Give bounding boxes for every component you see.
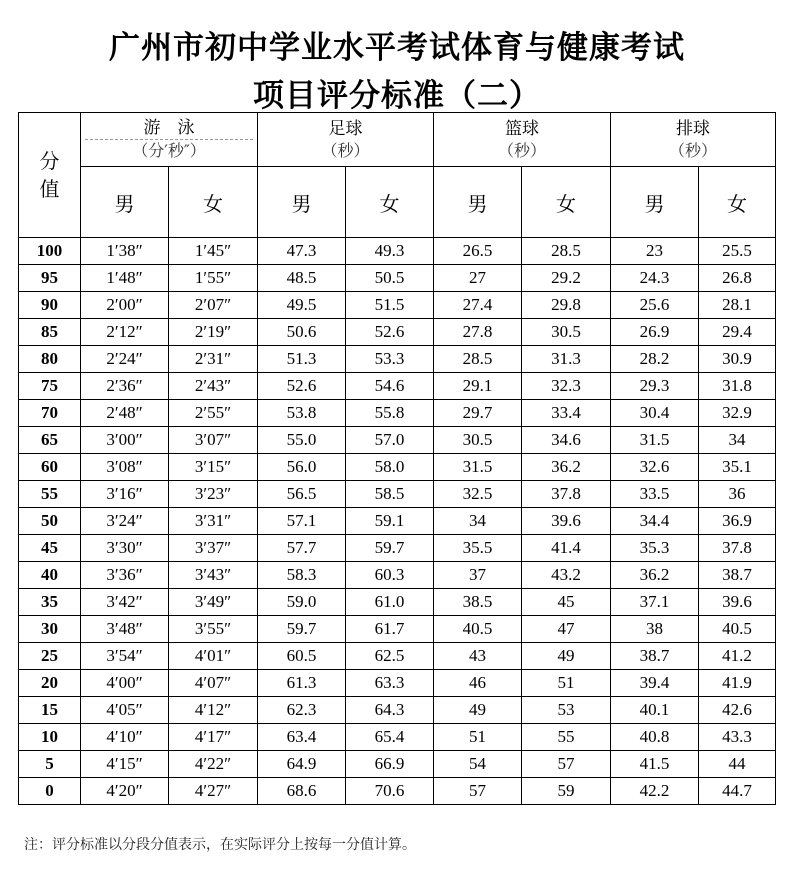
table-row (19, 265, 776, 292)
football-male-cell: 68.6 (258, 778, 346, 805)
swim-male-cell: 3′08″ (81, 454, 169, 481)
swim-female-cell: 4′22″ (169, 751, 258, 778)
male-header: 男 (258, 167, 346, 238)
football-female-cell: 62.5 (346, 643, 434, 670)
volleyball-female-cell: 43.3 (699, 724, 776, 751)
document-title-line-2: 项目评分标准（二） (253, 78, 541, 114)
basketball-male-cell: 54 (434, 751, 522, 778)
basketball-male-cell: 34 (434, 508, 522, 535)
volleyball-male-cell: 23 (611, 238, 699, 265)
volleyball-male-cell: 42.2 (611, 778, 699, 805)
female-header: 女 (169, 167, 258, 238)
table-row (19, 670, 776, 697)
swim-female-cell: 4′17″ (169, 724, 258, 751)
swim-male-cell: 4′00″ (81, 670, 169, 697)
football-male-cell: 47.3 (258, 238, 346, 265)
score-cell: 60 (19, 454, 81, 481)
table-row (19, 697, 776, 724)
score-cell: 70 (19, 400, 81, 427)
basketball-male-cell: 30.5 (434, 427, 522, 454)
score-cell: 40 (19, 562, 81, 589)
female-header: 女 (346, 167, 434, 238)
football-male-cell: 53.8 (258, 400, 346, 427)
table-row (19, 508, 776, 535)
football-female-cell: 53.3 (346, 346, 434, 373)
swim-male-cell: 1′48″ (81, 265, 169, 292)
basketball-female-cell: 59 (522, 778, 611, 805)
female-header: 女 (522, 167, 611, 238)
table-row (19, 481, 776, 508)
basketball-female-cell: 57 (522, 751, 611, 778)
swim-female-cell: 1′45″ (169, 238, 258, 265)
volleyball-male-cell: 40.8 (611, 724, 699, 751)
swim-male-cell: 2′24″ (81, 346, 169, 373)
table-row (19, 292, 776, 319)
basketball-male-cell: 46 (434, 670, 522, 697)
football-male-cell: 58.3 (258, 562, 346, 589)
swim-male-cell: 1′38″ (81, 238, 169, 265)
football-male-cell: 59.7 (258, 616, 346, 643)
football-male-cell: 50.6 (258, 319, 346, 346)
football-male-cell: 52.6 (258, 373, 346, 400)
basketball-female-cell: 33.4 (522, 400, 611, 427)
table-row (19, 454, 776, 481)
swim-female-cell: 3′49″ (169, 589, 258, 616)
swim-male-cell: 4′15″ (81, 751, 169, 778)
football-male-cell: 62.3 (258, 697, 346, 724)
score-cell: 75 (19, 373, 81, 400)
basketball-male-cell: 37 (434, 562, 522, 589)
swim-female-cell: 4′01″ (169, 643, 258, 670)
football-male-cell: 59.0 (258, 589, 346, 616)
football-male-cell: 56.5 (258, 481, 346, 508)
football-female-cell: 54.6 (346, 373, 434, 400)
volleyball-female-cell: 44 (699, 751, 776, 778)
swim-male-cell: 3′48″ (81, 616, 169, 643)
volleyball-female-cell: 44.7 (699, 778, 776, 805)
swim-female-cell: 3′07″ (169, 427, 258, 454)
basketball-male-cell: 51 (434, 724, 522, 751)
basketball-female-cell: 53 (522, 697, 611, 724)
table-row (19, 373, 776, 400)
football-male-cell: 48.5 (258, 265, 346, 292)
volleyball-male-cell: 29.3 (611, 373, 699, 400)
volleyball-male-cell: 24.3 (611, 265, 699, 292)
volleyball-female-cell: 40.5 (699, 616, 776, 643)
volleyball-female-cell: 41.9 (699, 670, 776, 697)
swim-female-cell: 4′07″ (169, 670, 258, 697)
basketball-male-cell: 27.4 (434, 292, 522, 319)
table-row (19, 778, 776, 805)
swim-male-cell: 4′10″ (81, 724, 169, 751)
document-title-line-1: 广州市初中学业水平考试体育与健康考试 (109, 30, 685, 66)
score-cell: 55 (19, 481, 81, 508)
basketball-male-cell: 28.5 (434, 346, 522, 373)
table-body (19, 238, 776, 805)
basketball-male-cell: 29.7 (434, 400, 522, 427)
football-male-cell: 57.7 (258, 535, 346, 562)
basketball-male-cell: 32.5 (434, 481, 522, 508)
swim-male-cell: 3′00″ (81, 427, 169, 454)
volleyball-female-cell: 37.8 (699, 535, 776, 562)
score-cell: 85 (19, 319, 81, 346)
swim-male-cell: 2′00″ (81, 292, 169, 319)
swim-female-cell: 3′31″ (169, 508, 258, 535)
score-cell: 95 (19, 265, 81, 292)
volleyball-male-cell: 40.1 (611, 697, 699, 724)
volleyball-female-cell: 28.1 (699, 292, 776, 319)
volleyball-female-cell: 25.5 (699, 238, 776, 265)
swim-female-cell: 2′31″ (169, 346, 258, 373)
score-cell: 30 (19, 616, 81, 643)
volleyball-female-cell: 34 (699, 427, 776, 454)
basketball-female-cell: 47 (522, 616, 611, 643)
volleyball-male-cell: 34.4 (611, 508, 699, 535)
volleyball-female-cell: 30.9 (699, 346, 776, 373)
volleyball-male-cell: 41.5 (611, 751, 699, 778)
volleyball-male-cell: 39.4 (611, 670, 699, 697)
basketball-male-cell: 38.5 (434, 589, 522, 616)
football-female-cell: 57.0 (346, 427, 434, 454)
table-row (19, 400, 776, 427)
swim-male-cell: 2′48″ (81, 400, 169, 427)
swim-female-cell: 4′27″ (169, 778, 258, 805)
volleyball-header: 排球 （秒） (611, 113, 776, 167)
football-female-cell: 63.3 (346, 670, 434, 697)
volleyball-female-cell: 41.2 (699, 643, 776, 670)
football-female-cell: 51.5 (346, 292, 434, 319)
swim-female-cell: 4′12″ (169, 697, 258, 724)
volleyball-female-cell: 42.6 (699, 697, 776, 724)
score-header: 分值 (19, 113, 81, 238)
swim-female-cell: 2′19″ (169, 319, 258, 346)
female-header: 女 (699, 167, 776, 238)
basketball-male-cell: 49 (434, 697, 522, 724)
basketball-female-cell: 30.5 (522, 319, 611, 346)
football-female-cell: 60.3 (346, 562, 434, 589)
footnote: 注：评分标准以分段分值表示，在实际评分上按每一分值计算。 (24, 837, 416, 853)
basketball-male-cell: 43 (434, 643, 522, 670)
football-female-cell: 70.6 (346, 778, 434, 805)
swim-male-cell: 3′30″ (81, 535, 169, 562)
score-cell: 0 (19, 778, 81, 805)
score-cell: 90 (19, 292, 81, 319)
football-female-cell: 55.8 (346, 400, 434, 427)
swimming-header: 游 泳 （分′秒″） (81, 113, 258, 167)
volleyball-male-cell: 26.9 (611, 319, 699, 346)
table-row (19, 643, 776, 670)
volleyball-female-cell: 36 (699, 481, 776, 508)
volleyball-male-cell: 28.2 (611, 346, 699, 373)
swim-male-cell: 2′12″ (81, 319, 169, 346)
volleyball-female-cell: 29.4 (699, 319, 776, 346)
table-row (19, 724, 776, 751)
table-row (19, 319, 776, 346)
football-female-cell: 52.6 (346, 319, 434, 346)
volleyball-female-cell: 38.7 (699, 562, 776, 589)
swim-female-cell: 3′15″ (169, 454, 258, 481)
football-male-cell: 57.1 (258, 508, 346, 535)
male-header: 男 (611, 167, 699, 238)
table-row (19, 427, 776, 454)
swim-male-cell: 3′42″ (81, 589, 169, 616)
table-row (19, 562, 776, 589)
basketball-female-cell: 32.3 (522, 373, 611, 400)
basketball-female-cell: 39.6 (522, 508, 611, 535)
swim-female-cell: 1′55″ (169, 265, 258, 292)
volleyball-male-cell: 30.4 (611, 400, 699, 427)
table-row (19, 751, 776, 778)
volleyball-female-cell: 26.8 (699, 265, 776, 292)
swim-female-cell: 3′23″ (169, 481, 258, 508)
volleyball-male-cell: 38 (611, 616, 699, 643)
basketball-female-cell: 36.2 (522, 454, 611, 481)
football-female-cell: 58.0 (346, 454, 434, 481)
basketball-female-cell: 43.2 (522, 562, 611, 589)
basketball-male-cell: 26.5 (434, 238, 522, 265)
football-female-cell: 58.5 (346, 481, 434, 508)
football-female-cell: 59.7 (346, 535, 434, 562)
football-male-cell: 60.5 (258, 643, 346, 670)
basketball-female-cell: 51 (522, 670, 611, 697)
basketball-female-cell: 41.4 (522, 535, 611, 562)
swim-male-cell: 3′54″ (81, 643, 169, 670)
male-header: 男 (434, 167, 522, 238)
table-row (19, 589, 776, 616)
football-male-cell: 61.3 (258, 670, 346, 697)
basketball-female-cell: 37.8 (522, 481, 611, 508)
swim-male-cell: 2′36″ (81, 373, 169, 400)
table-row (19, 616, 776, 643)
score-cell: 20 (19, 670, 81, 697)
basketball-female-cell: 34.6 (522, 427, 611, 454)
basketball-male-cell: 31.5 (434, 454, 522, 481)
swim-male-cell: 3′36″ (81, 562, 169, 589)
swim-female-cell: 3′43″ (169, 562, 258, 589)
football-female-cell: 64.3 (346, 697, 434, 724)
male-header: 男 (81, 167, 169, 238)
swim-male-cell: 4′05″ (81, 697, 169, 724)
basketball-female-cell: 49 (522, 643, 611, 670)
volleyball-male-cell: 32.6 (611, 454, 699, 481)
football-male-cell: 64.9 (258, 751, 346, 778)
score-cell: 65 (19, 427, 81, 454)
swim-male-cell: 3′16″ (81, 481, 169, 508)
football-male-cell: 49.5 (258, 292, 346, 319)
score-cell: 50 (19, 508, 81, 535)
football-female-cell: 49.3 (346, 238, 434, 265)
football-header: 足球 （秒） (258, 113, 434, 167)
swim-female-cell: 3′55″ (169, 616, 258, 643)
volleyball-male-cell: 25.6 (611, 292, 699, 319)
basketball-male-cell: 40.5 (434, 616, 522, 643)
volleyball-female-cell: 32.9 (699, 400, 776, 427)
volleyball-male-cell: 38.7 (611, 643, 699, 670)
volleyball-female-cell: 36.9 (699, 508, 776, 535)
basketball-header: 篮球 （秒） (434, 113, 611, 167)
football-male-cell: 51.3 (258, 346, 346, 373)
basketball-male-cell: 29.1 (434, 373, 522, 400)
score-cell: 80 (19, 346, 81, 373)
football-female-cell: 50.5 (346, 265, 434, 292)
score-cell: 25 (19, 643, 81, 670)
basketball-female-cell: 29.8 (522, 292, 611, 319)
scoring-table (18, 112, 776, 805)
football-female-cell: 59.1 (346, 508, 434, 535)
score-cell: 10 (19, 724, 81, 751)
volleyball-male-cell: 36.2 (611, 562, 699, 589)
basketball-female-cell: 31.3 (522, 346, 611, 373)
football-female-cell: 65.4 (346, 724, 434, 751)
score-cell: 45 (19, 535, 81, 562)
swim-female-cell: 3′37″ (169, 535, 258, 562)
swim-female-cell: 2′43″ (169, 373, 258, 400)
table-row (19, 535, 776, 562)
football-male-cell: 63.4 (258, 724, 346, 751)
score-cell: 5 (19, 751, 81, 778)
swim-male-cell: 4′20″ (81, 778, 169, 805)
basketball-female-cell: 29.2 (522, 265, 611, 292)
swim-male-cell: 3′24″ (81, 508, 169, 535)
basketball-female-cell: 45 (522, 589, 611, 616)
score-cell: 15 (19, 697, 81, 724)
football-female-cell: 66.9 (346, 751, 434, 778)
swim-female-cell: 2′55″ (169, 400, 258, 427)
football-female-cell: 61.7 (346, 616, 434, 643)
basketball-male-cell: 35.5 (434, 535, 522, 562)
football-male-cell: 56.0 (258, 454, 346, 481)
table-row (19, 346, 776, 373)
score-cell: 35 (19, 589, 81, 616)
score-cell: 100 (19, 238, 81, 265)
volleyball-female-cell: 39.6 (699, 589, 776, 616)
football-male-cell: 55.0 (258, 427, 346, 454)
basketball-male-cell: 27 (434, 265, 522, 292)
volleyball-male-cell: 33.5 (611, 481, 699, 508)
swim-female-cell: 2′07″ (169, 292, 258, 319)
basketball-female-cell: 28.5 (522, 238, 611, 265)
volleyball-female-cell: 35.1 (699, 454, 776, 481)
basketball-male-cell: 27.8 (434, 319, 522, 346)
table-row (19, 238, 776, 265)
basketball-male-cell: 57 (434, 778, 522, 805)
volleyball-male-cell: 37.1 (611, 589, 699, 616)
volleyball-male-cell: 35.3 (611, 535, 699, 562)
basketball-female-cell: 55 (522, 724, 611, 751)
volleyball-female-cell: 31.8 (699, 373, 776, 400)
volleyball-male-cell: 31.5 (611, 427, 699, 454)
football-female-cell: 61.0 (346, 589, 434, 616)
